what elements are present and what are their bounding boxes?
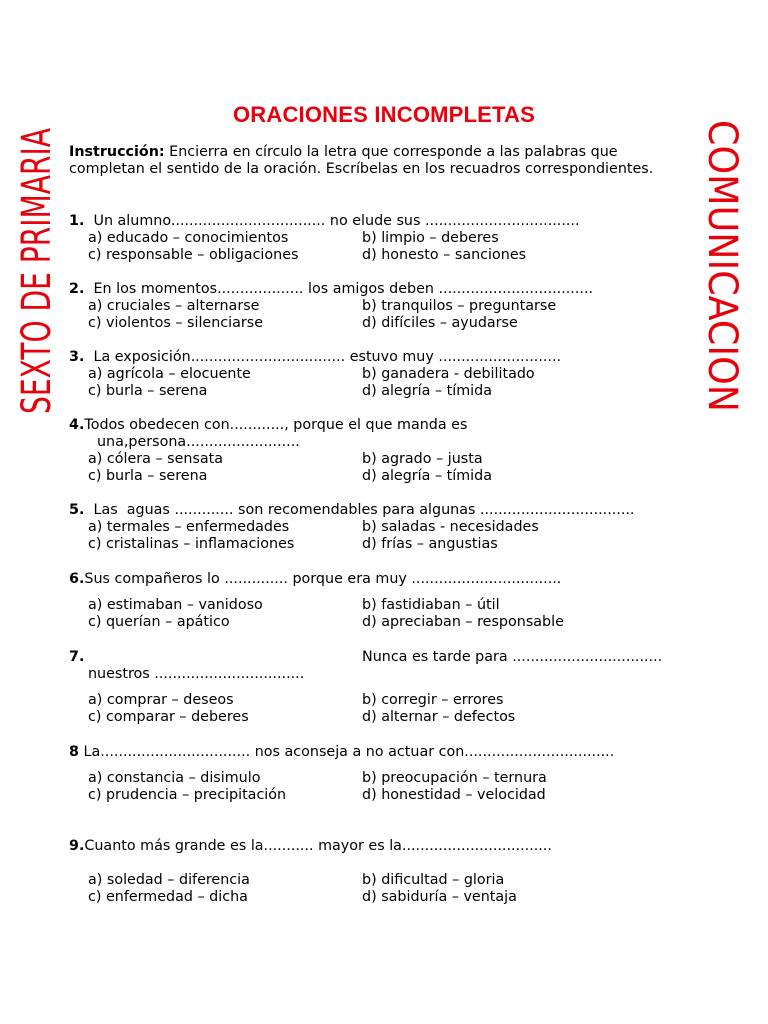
option-b[interactable]: b) ganadera - debilitado: [362, 366, 535, 382]
option-c[interactable]: c) prudencia – precipitación: [88, 787, 287, 803]
option-d[interactable]: d) honesto – sanciones: [362, 247, 527, 263]
option-b[interactable]: b) agrado – justa: [362, 451, 483, 467]
question-1: [69, 213, 580, 230]
option-a[interactable]: a) soledad – diferencia: [88, 872, 250, 888]
question-5: [69, 502, 634, 519]
option-c[interactable]: c) responsable – obligaciones: [88, 247, 299, 263]
question-text: Nunca es tarde para .................................: [362, 649, 663, 665]
question-number: 7.: [69, 649, 85, 665]
question-text: Todos obedecen con............, porque el que manda es: [84, 417, 468, 433]
option-b[interactable]: b) limpio – deberes: [362, 230, 499, 246]
question-number: 5.: [69, 502, 85, 518]
side-label-subject: [697, 118, 747, 414]
option-a[interactable]: a) termales – enfermedades: [88, 519, 290, 535]
question-7: [69, 649, 84, 666]
option-b[interactable]: b) corregir – errores: [362, 692, 504, 708]
side-label-grade-text: SEXTO DE PRIMARIA: [13, 175, 60, 414]
option-a[interactable]: a) agrícola – elocuente: [88, 366, 251, 382]
option-a[interactable]: a) constancia – disimulo: [88, 770, 261, 786]
option-d[interactable]: d) apreciaban – responsable: [362, 614, 564, 630]
question-number: 8: [69, 744, 79, 760]
question-number: 9.: [69, 838, 85, 854]
option-b[interactable]: b) fastidiaban – útil: [362, 597, 500, 613]
question-4-continuation: una,persona.........................: [97, 434, 300, 450]
option-b[interactable]: b) saladas - necesidades: [362, 519, 539, 535]
option-a[interactable]: a) educado – conocimientos: [88, 230, 289, 246]
option-d[interactable]: d) alegría – tímida: [362, 383, 492, 399]
option-c[interactable]: c) enfermedad – dicha: [88, 889, 248, 905]
option-a[interactable]: a) comprar – deseos: [88, 692, 234, 708]
option-d[interactable]: d) difíciles – ayudarse: [362, 315, 518, 331]
instruction-label: Instrucción:: [69, 144, 165, 160]
question-7-continuation: nuestros .................................: [88, 666, 305, 682]
question-number: 6.: [69, 571, 85, 587]
option-d[interactable]: d) frías – angustias: [362, 536, 498, 552]
option-d[interactable]: d) alternar – defectos: [362, 709, 516, 725]
question-text: Sus compañeros lo .............. porque era muy .................................: [84, 571, 562, 587]
side-label-grade: [12, 126, 60, 416]
instruction: [69, 144, 679, 178]
question-text: La exposición.................................. estuvo muy ...........................: [84, 349, 562, 365]
option-b[interactable]: b) tranquilos – preguntarse: [362, 298, 557, 314]
question-text: Un alumno.................................. no elude sus ..................................: [84, 213, 580, 229]
option-a[interactable]: a) cruciales – alternarse: [88, 298, 260, 314]
instruction-text: Encierra en círculo la letra que corresponde a las palabras que completan el sentido de la oración. Escríbelas en los recuadros correspondientes.: [69, 144, 654, 177]
option-c[interactable]: c) cristalinas – inflamaciones: [88, 536, 295, 552]
question-text: La................................. nos aconseja a no actuar con.................................: [78, 744, 615, 760]
page-title: ORACIONES INCOMPLETAS: [232, 102, 536, 127]
question-4: [69, 417, 467, 434]
question-number: 4.: [69, 417, 85, 433]
question-number: 1.: [69, 213, 85, 229]
question-6: [69, 571, 561, 588]
question-text: Las aguas ............. son recomendables para algunas ..................................: [84, 502, 635, 518]
side-label-subject-text: COMUNICACION: [699, 120, 746, 308]
question-3: [69, 349, 561, 366]
question-text: En los momentos................... los amigos deben ..................................: [84, 281, 594, 297]
question-9: [69, 838, 552, 855]
option-b[interactable]: b) preocupación – ternura: [362, 770, 547, 786]
question-number: 2.: [69, 281, 85, 297]
option-d[interactable]: d) sabiduría – ventaja: [362, 889, 517, 905]
question-8: [69, 744, 614, 761]
option-c[interactable]: c) comparar – deberes: [88, 709, 249, 725]
option-d[interactable]: d) honestidad – velocidad: [362, 787, 546, 803]
option-c[interactable]: c) violentos – silenciarse: [88, 315, 263, 331]
option-a[interactable]: a) estimaban – vanidoso: [88, 597, 263, 613]
option-c[interactable]: c) burla – serena: [88, 383, 208, 399]
question-2: [69, 281, 593, 298]
option-c[interactable]: c) burla – serena: [88, 468, 208, 484]
option-d[interactable]: d) alegría – tímida: [362, 468, 492, 484]
question-text: Cuanto más grande es la........... mayor es la.................................: [84, 838, 552, 854]
option-c[interactable]: c) querían – apático: [88, 614, 230, 630]
option-b[interactable]: b) dificultad – gloria: [362, 872, 505, 888]
question-number: 3.: [69, 349, 85, 365]
option-a[interactable]: a) cólera – sensata: [88, 451, 224, 467]
